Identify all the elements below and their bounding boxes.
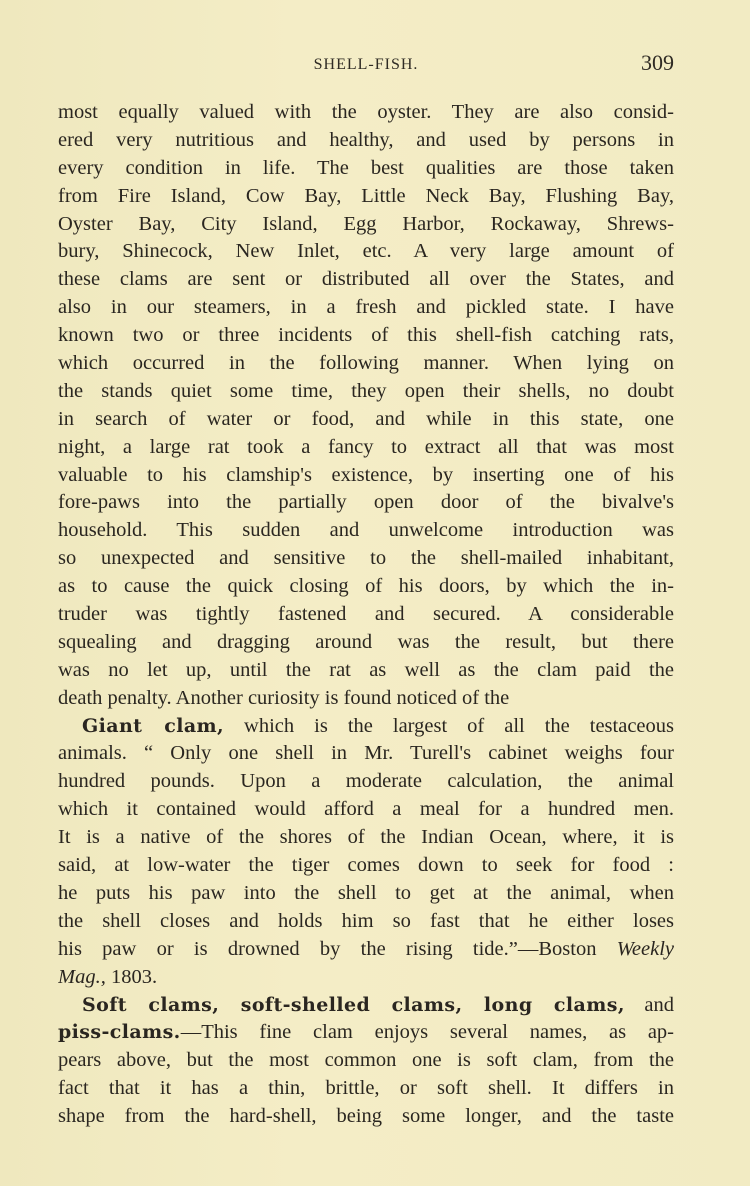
text-line: which it contained would afford a meal for a hundred men. xyxy=(58,798,674,821)
page-number: 309 xyxy=(641,50,674,75)
text-line: shape from the hard-shell, being some longer, and the taste xyxy=(58,1105,674,1128)
text-fragment: —This fine clam enjoys several names, as ap- xyxy=(180,1021,674,1044)
text-fragment: which is the largest of all the testaceous xyxy=(224,714,674,737)
text-line: every condition in life. The best qualities are those taken xyxy=(58,156,674,179)
text-line: so unexpected and sensitive to the shell-mailed inhabitant, xyxy=(58,547,674,570)
text-line: most equally valued with the oyster. They are also consid- xyxy=(58,101,674,123)
text-line: he puts his paw into the shell to get at the animal, when xyxy=(58,881,674,904)
text-line: death penalty. Another curiosity is found noticed of the xyxy=(58,686,510,709)
text-line: household. This sudden and unwelcome introduction was xyxy=(58,519,674,542)
text-line: these clams are sent or distributed all over the States, and xyxy=(58,268,674,291)
giant-clam-heading: Giant clam, xyxy=(82,714,225,737)
text-line: in search of water or food, and while in this state, one xyxy=(58,407,674,430)
citation-line xyxy=(58,964,674,992)
text-line: truder was tightly fastened and secured. A considerable xyxy=(58,603,674,626)
text-line: the shell closes and holds him so fast that he either loses xyxy=(58,909,674,932)
text-line: as to cause the quick closing of his doors, by which the in- xyxy=(58,575,674,598)
soft-clams-heading: Soft clams, soft-shelled clams, long clams, xyxy=(82,993,625,1016)
text-line: Oyster Bay, City Island, Egg Harbor, Rockaway, Shrews- xyxy=(58,212,674,235)
text-line: from Fire Island, Cow Bay, Little Neck Bay, Flushing Bay, xyxy=(58,184,674,207)
text-line: fore-paws into the partially open door of the bivalve's xyxy=(58,491,674,514)
text-line: bury, Shinecock, New Inlet, etc. A very large amount of xyxy=(58,240,674,263)
piss-clams-heading: piss-clams. xyxy=(58,1021,181,1044)
text-line: valuable to his clamship's existence, by inserting one of his xyxy=(58,463,674,486)
text-line: known two or three incidents of this shell-fish catching rats, xyxy=(58,324,674,347)
text-line: which occurred in the following manner. When lying on xyxy=(58,352,674,375)
text-line: squealing and dragging around was the result, but there xyxy=(58,630,674,653)
text-line: It is a native of the shores of the Indian Ocean, where, it is xyxy=(58,826,674,849)
running-head: SHELL-FISH. xyxy=(313,56,419,73)
text-line: also in our steamers, in a fresh and pickled state. I have xyxy=(58,296,674,319)
text-line: hundred pounds. Upon a moderate calculation, the animal xyxy=(58,770,674,793)
text-fragment: 1803. xyxy=(105,965,158,988)
soft-clams-heading-line xyxy=(58,992,674,1020)
text-line: ered very nutritious and healthy, and used by persons in xyxy=(58,128,674,151)
text-line: the stands quiet some time, they open their shells, no doubt xyxy=(58,379,674,402)
text-line: fact that it has a thin, brittle, or soft shell. It differs in xyxy=(58,1077,674,1100)
text-fragment: and xyxy=(624,993,674,1016)
body-text xyxy=(58,99,674,1131)
text-line: said, at low-water the tiger comes down to seek for food : xyxy=(58,854,674,877)
text-line: animals. “ Only one shell in Mr. Turell's cabinet weighs four xyxy=(58,742,674,765)
soft-clams-heading-line xyxy=(58,1019,674,1047)
text-fragment: his paw or is drowned by the rising tide.”—Boston xyxy=(58,937,617,960)
page-header xyxy=(58,48,674,82)
giant-clam-heading-line xyxy=(58,713,674,741)
text-line: night, a large rat took a fancy to extract all that was most xyxy=(58,435,674,458)
text-line: pears above, but the most common one is soft clam, from the xyxy=(58,1049,674,1072)
citation-title: Mag., xyxy=(58,965,106,988)
text-line: was no let up, until the rat as well as the clam paid the xyxy=(58,658,674,681)
citation-line xyxy=(58,936,674,964)
citation-title: Weekly xyxy=(616,937,674,960)
